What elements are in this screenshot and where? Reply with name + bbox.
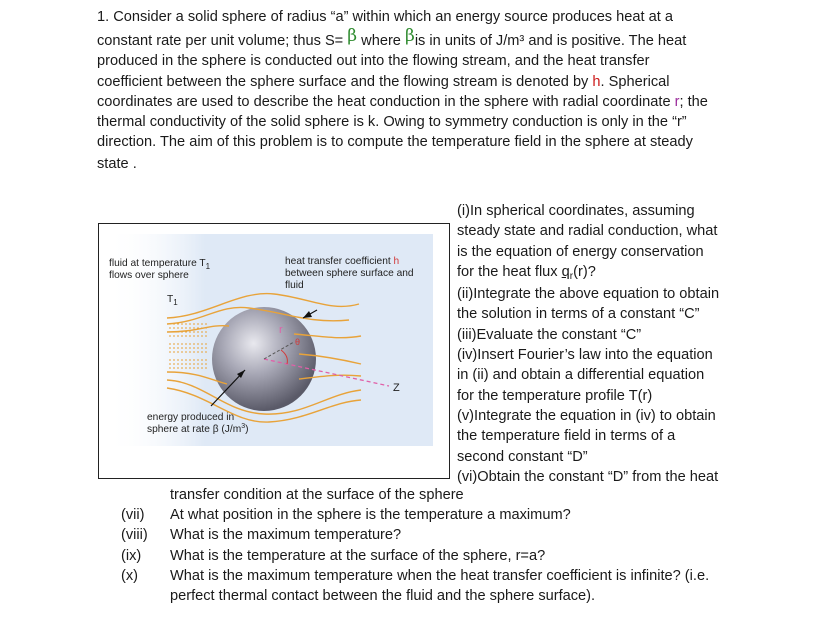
list-number: (viii) <box>121 527 148 544</box>
question-continuation: transfer condition at the surface of the sphere <box>170 487 464 503</box>
problem-line <box>97 92 737 112</box>
t1-sub: 1 <box>173 298 178 307</box>
problem-text: coordinates are used to describe the heat conduction in the sphere with radial coordinate <box>97 93 671 110</box>
flux-q: q <box>561 263 570 280</box>
problem-line: state . <box>97 156 137 173</box>
list-text: What is the maximum temperature when the heat transfer coefficient is infinite? (i.e. <box>170 567 710 584</box>
energy-text: ) <box>245 424 249 435</box>
list-text: perfect thermal contact between the fluid and the sphere surface). <box>170 588 596 605</box>
question-line: (iv)Insert Fourier’s law into the equation <box>457 347 713 364</box>
r-label: r <box>279 324 283 336</box>
beta-symbol: β <box>404 26 415 47</box>
question-line: (v)Integrate the equation in (iv) to obtain <box>457 407 716 424</box>
question-line: second constant “D” <box>457 448 588 465</box>
htc-text: heat transfer coefficient <box>285 256 394 267</box>
fluid-label <box>109 258 210 282</box>
energy-sup: 3 <box>241 423 246 430</box>
question-line: the solution in terms of a constant “C” <box>457 306 700 323</box>
sphere-figure <box>98 223 450 479</box>
question-text: for the heat flux <box>457 263 562 280</box>
htc-text: fluid <box>285 280 304 291</box>
theta-label: θ <box>295 337 301 347</box>
question-line: (vi)Obtain the constant “D” from the heat <box>457 468 719 485</box>
flux-sub: r <box>569 270 574 282</box>
problem-line: thermal conductivity of the solid sphere is k. Owing to symmetry conduction is only in the “r” <box>97 114 687 131</box>
list-text: What is the maximum temperature? <box>170 527 402 544</box>
problem-line <box>97 26 737 51</box>
question-line: in (ii) and obtain a differential equation <box>457 367 705 384</box>
problem-text: . Spherical <box>600 73 670 90</box>
energy-label <box>147 412 249 437</box>
question-line: (iii)Evaluate the constant “C” <box>457 326 642 343</box>
problem-statement <box>97 7 737 175</box>
problem-text: coefficient between the sphere surface and the flowing stream is denoted by <box>97 73 589 90</box>
t1-label <box>167 294 178 306</box>
problem-text: is in units of J/m³ and is positive. The heat <box>414 33 687 50</box>
question-line: steady state and radial conduction, what <box>457 223 718 240</box>
fluid-label-text: fluid at temperature T <box>109 258 206 269</box>
t1-text: T <box>167 294 174 305</box>
question-line: is the equation of energy conservation <box>457 243 704 260</box>
list-number: (vii) <box>121 507 145 523</box>
htc-label <box>285 256 414 292</box>
htc-text: between sphere surface and <box>285 268 414 279</box>
h-symbol: h <box>592 73 601 90</box>
question-line: the temperature field in terms of a <box>457 428 676 445</box>
problem-text: constant rate per unit volume; thus S= <box>97 33 344 50</box>
question-column <box>457 201 719 487</box>
problem-line <box>97 72 737 92</box>
list-number: (ix) <box>121 547 142 564</box>
list-number: (x) <box>121 567 139 584</box>
question-line: (ii)Integrate the above equation to obtain <box>457 286 720 303</box>
z-label: Z <box>393 382 400 394</box>
problem-text: where <box>361 33 401 50</box>
problem-line: 1. Consider a solid sphere of radius “a” within which an energy source produces heat at a <box>97 9 673 25</box>
problem-line: direction. The aim of this problem is to compute the temperature field in the sphere at steady <box>97 134 693 151</box>
energy-text: energy produced in <box>147 412 235 423</box>
energy-text: sphere at rate β (J/m <box>147 424 242 435</box>
question-text: (r)? <box>573 263 596 280</box>
fluid-label-sub: 1 <box>205 262 211 271</box>
problem-line: produced in the sphere is conducted out into the flowing stream, and the heat transfer <box>97 53 650 70</box>
beta-symbol: β <box>347 26 358 47</box>
list-text: What is the temperature at the surface of the sphere, r=a? <box>170 547 546 564</box>
question-line: for the temperature profile T(r) <box>457 387 653 404</box>
r-symbol: r <box>674 93 680 110</box>
list-text: At what position in the sphere is the temperature a maximum? <box>170 507 571 523</box>
htc-h: h <box>393 256 400 267</box>
question-line: (i)In spherical coordinates, assuming <box>457 203 695 219</box>
problem-text: ; the <box>679 93 708 110</box>
fluid-label-text: flows over sphere <box>109 270 189 281</box>
question-line <box>457 262 719 284</box>
